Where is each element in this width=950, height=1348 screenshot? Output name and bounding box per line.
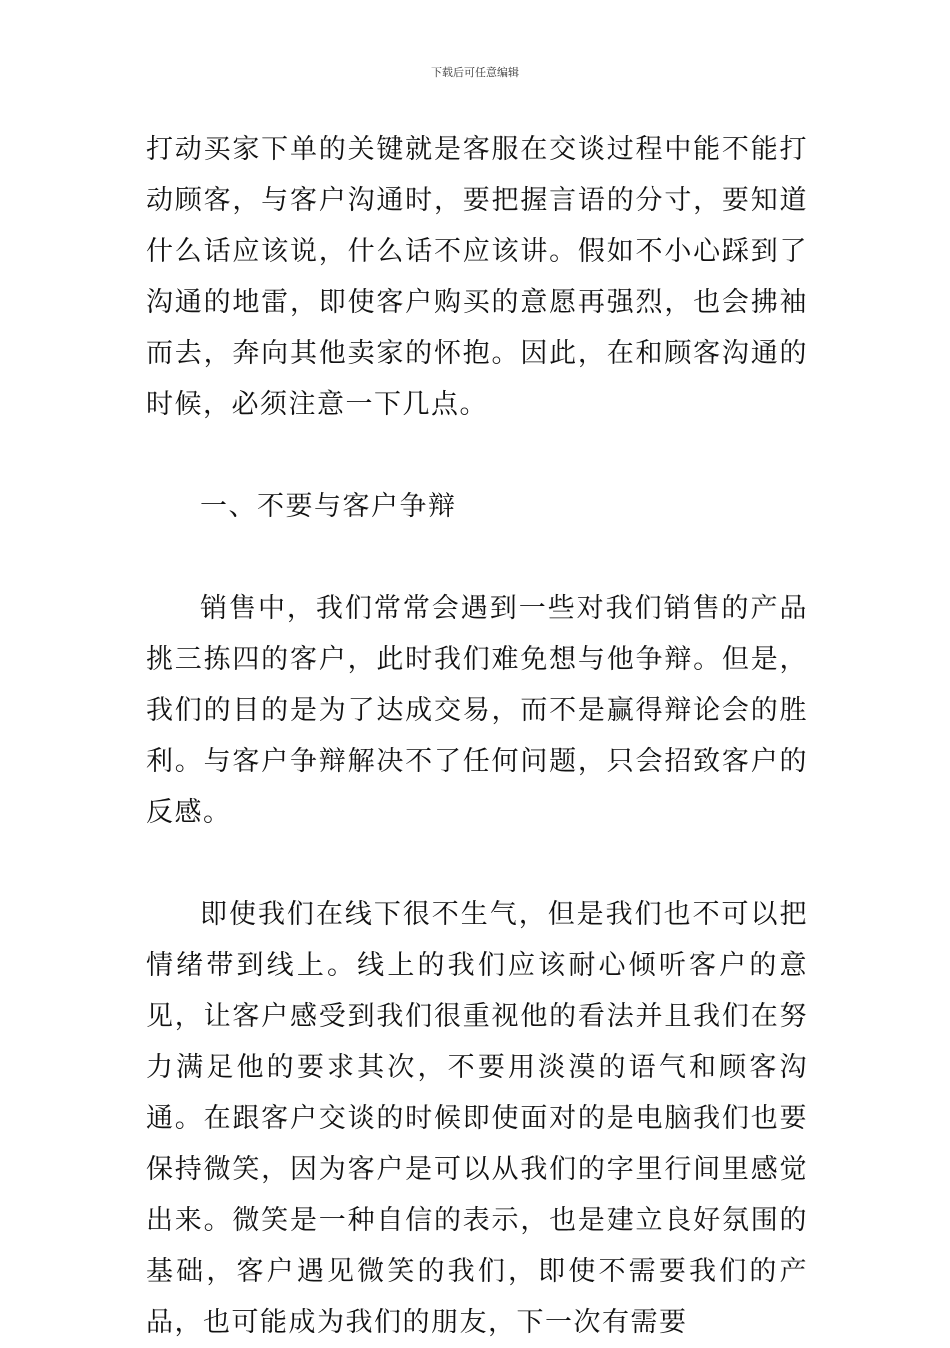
body-paragraph-1: 销售中，我们常常会遇到一些对我们销售的产品挑三拣四的客户，此时我们难免想与他争辩。但是，我们的目的是为了达成交易，而不是赢得辩论会的胜利。与客户争辩解决不了任何问题，只会招致客户的反感。 (146, 593, 808, 828)
body-paragraph-2: 即使我们在线下很不生气，但是我们也不可以把情绪带到线上。线上的我们应该耐心倾听客户的意见，让客户感受到我们很重视他的看法并且我们在努力满足他的要求其次，不要用淡漠的语气和顾客沟通。在跟客户交谈的时候即使面对的是电脑我们也要保持微笑，因为客户是可以从我们的字里行间里感觉出来。微笑是一种自信的表示，也是建立良好氛围的基础，客户遇见微笑的我们，即使不需要我们的产品，也可能成为我们的朋友，下一次有需要 (146, 899, 808, 1338)
intro-paragraph: 打动买家下单的关键就是客服在交谈过程中能不能打动顾客，与客户沟通时，要把握言语的分寸，要知道什么话应该说，什么话不应该讲。假如不小心踩到了沟通的地雷，即使客户购买的意愿再强烈，也会拂袖而去，奔向其他卖家的怀抱。因此，在和顾客沟通的时候，必须注意一下几点。 (146, 134, 808, 420)
document-body (146, 124, 808, 1348)
page-header-note: 下载后可任意编辑 (431, 66, 519, 79)
section-heading: 一、不要与客户争辩 (200, 491, 457, 522)
